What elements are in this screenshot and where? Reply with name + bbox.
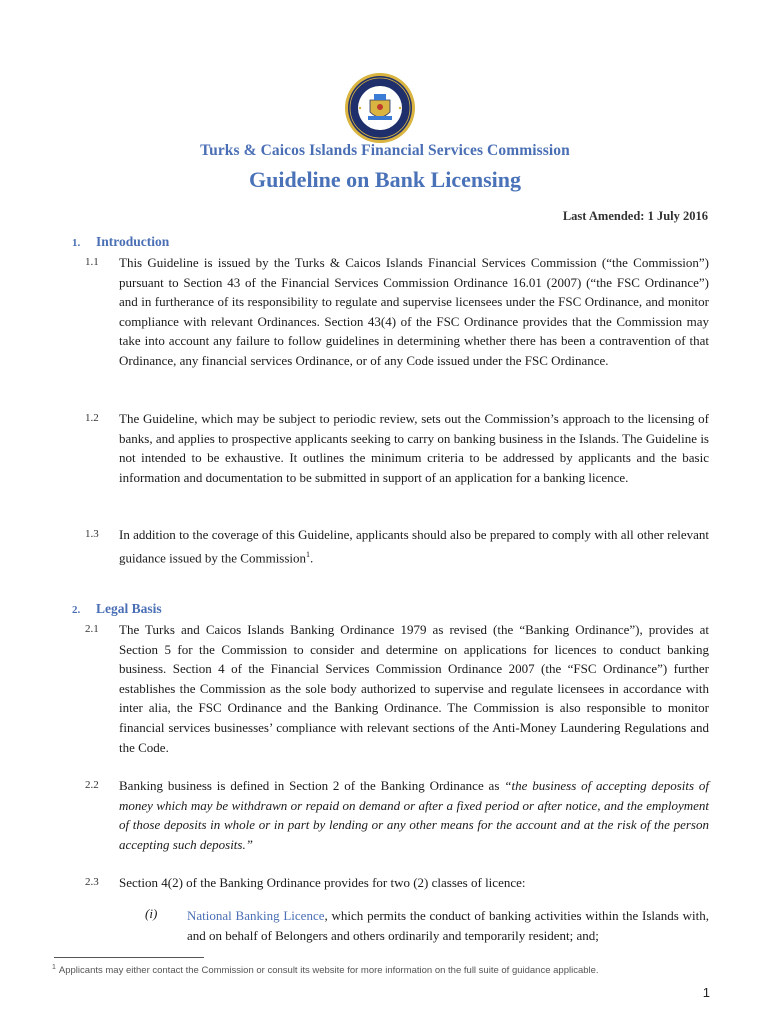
list-item-text bbox=[187, 906, 709, 945]
section-number: 1. bbox=[72, 237, 81, 249]
paragraph-1-3 bbox=[85, 525, 709, 568]
paragraph-body: Banking business is defined in Section 2 of the Banking Ordinance as bbox=[119, 778, 505, 793]
footnote bbox=[52, 964, 712, 976]
paragraph-text: This Guideline is issued by the Turks & Caicos Islands Financial Services Commission (“the Commission”) pursuant to Section 43 of the Financial Services Commission Ordinance 16.01 (2007) (“the FSC Ordinance”) and in furtherance of its responsibility to regulate and supervise licensees under the FSC Ordinance, and monitor compliance with relevant Ordinances. Section 43(4) of the FSC Ordinance provides that the Commission may take into account any failure to follow guidelines in determining whether there has been a contravention of that Ordinance, any financial services Ordinance, or of any Code issued under the FSC Ordinance. bbox=[119, 255, 709, 368]
paragraph-number: 1.1 bbox=[85, 256, 99, 268]
paragraph-text: Section 4(2) of the Banking Ordinance provides for two (2) classes of licence: bbox=[119, 875, 526, 890]
paragraph-number: 1.3 bbox=[85, 528, 99, 540]
paragraph-1-1 bbox=[85, 253, 709, 371]
paragraph-1-2 bbox=[85, 409, 709, 487]
paragraph-2-1 bbox=[85, 620, 709, 757]
paragraph-number: 2.3 bbox=[85, 876, 99, 888]
list-marker: (i) bbox=[145, 906, 158, 921]
licence-description: , which permits the conduct of banking activities within the Islands with, and on behalf of Belongers and others ordinarily and temporarily resident; and; bbox=[187, 908, 709, 943]
licence-class-item bbox=[145, 906, 709, 945]
footnote-text: Applicants may either contact the Commission or consult its website for more information on the full suite of guidance applicable. bbox=[58, 965, 599, 977]
paragraph-text: The Turks and Caicos Islands Banking Ordinance 1979 as revised (the “Banking Ordinance”), provides at Section 5 for the Commission to consider and determine on applications for licences to conduct banking business. Section 4 of the Financial Services Commission Ordinance 2007 (the “FSC Ordinance”) further establishes the Commission as the sole body authorized to supervise and regulate licensees in accordance with inter alia, the FSC Ordinance and the Banking Ordinance. The Commission is also responsible to monitor financial services businesses’ compliance with relevant sections of the Anti-Money Laundering Regulations and the Code. bbox=[119, 622, 709, 755]
section-title: Legal Basis bbox=[96, 601, 162, 616]
section-heading-introduction bbox=[72, 234, 169, 250]
paragraph-number: 2.1 bbox=[85, 623, 99, 635]
footnote-reference: 1 bbox=[306, 549, 311, 559]
paragraph-2-3 bbox=[85, 873, 709, 893]
paragraph-text bbox=[119, 525, 709, 568]
page-number: 1 bbox=[702, 985, 710, 1000]
section-number: 2. bbox=[72, 604, 81, 616]
section-title: Introduction bbox=[96, 234, 170, 249]
footnote-divider bbox=[54, 957, 204, 958]
document-title: Guideline on Bank Licensing bbox=[248, 167, 522, 192]
paragraph-text: The Guideline, which may be subject to periodic review, sets out the Commission’s approach to the licensing of banks, and applies to prospective applicants seeking to carry on banking business in the Islands. The Guideline is not intended to be exhaustive. It outlines the minimum criteria to be addressed by applicants and the basic information and documentation to be submitted in support of an application for a banking licence. bbox=[119, 411, 709, 485]
paragraph-number: 1.2 bbox=[85, 412, 99, 424]
commission-name: Turks & Caicos Islands Financial Services Commission bbox=[200, 142, 570, 159]
section-heading-legal-basis bbox=[72, 601, 162, 617]
paragraph-2-2 bbox=[85, 776, 709, 854]
commission-seal-logo bbox=[344, 72, 416, 144]
definition-quote: “the business of accepting deposits of money which may be withdrawn or repaid on demand or after a fixed period or after notice, and the employment of those deposits in whole or in part by lending or any other means for the account and at the risk of the person accepting such deposits.” bbox=[119, 778, 709, 852]
paragraph-number: 2.2 bbox=[85, 779, 99, 791]
footnote-marker: 1 bbox=[52, 964, 56, 971]
paragraph-body: In addition to the coverage of this Guideline, applicants should also be prepared to comply with all other relevant guidance issued by the Commission bbox=[119, 527, 709, 565]
paragraph-text bbox=[119, 776, 709, 854]
last-amended-date: Last Amended: 1 July 2016 bbox=[562, 209, 708, 223]
licence-term: National Banking Licence bbox=[187, 908, 325, 923]
paragraph-end: . bbox=[310, 549, 314, 565]
